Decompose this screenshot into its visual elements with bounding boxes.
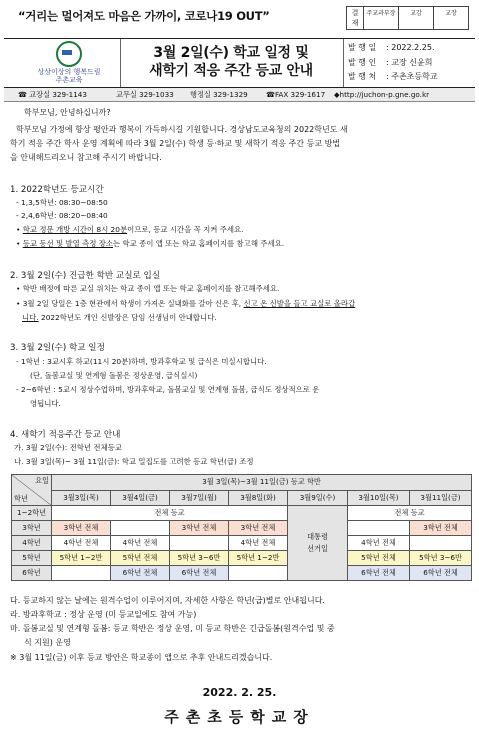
schedule-cell: 3학년 전체 [170,521,229,536]
all-attend-cell: 전체 등교 [52,506,288,521]
schedule-cell: 6학년 전체 [111,566,170,581]
schedule-cell [229,566,288,581]
table-corner [12,475,52,506]
schedule-cell: 4학년 전체 [111,536,170,551]
slogan: “거리는 멀어져도 마음은 가까이, 코로나19 OUT” [18,9,270,23]
approval-side-label: 결재 [347,7,364,30]
schedule-cell: 3학년 전체 [410,521,472,536]
approval-cell-2: 교감 [399,7,434,30]
approval-cell-1: 주교과부장 [364,7,399,30]
publication-meta [348,41,438,85]
intro-line-2: 학기 적응 주간 학사 운영 계획에 따라 3월 2일(수) 학생 등·하교 및 새학기 적응 주간 등교 방법 [10,139,341,148]
schedule-odd-grades: - 1,3,5학년: 08:30~08:50 [16,198,108,207]
section-4-title: 4. 새학기 적응주간 등교 안내 [10,430,121,440]
table-row [12,521,472,536]
date-range-header: 3월 3일(목)~3월 11일(금) 등교 학반 [52,475,472,491]
section-2-bullet-2: • 3월 2일 당일은 1층 현관에서 학생이 가져온 실내화를 갈아 신은 후, 신고 온 신발을 들고 교실로 올라갑 [16,299,356,308]
page-title [122,44,340,80]
grade-label: 6학년 [12,566,52,581]
corner-grade-label: 학년 [14,494,28,503]
attendance-schedule-table [11,474,472,581]
schedule-cell [410,536,472,551]
election-line-2: 선거일 [307,544,328,553]
section-1-bullet-1: • 학교 정문 개방 시간이 8시 20분이므로, 등교 시간을 꼭 지켜 주세요. [16,225,244,234]
title-line-1: 3월 2일(수) 학교 일정 및 [153,45,309,61]
day-header: 3월8일(화) [229,490,288,506]
table-row [12,566,472,581]
schedule-cell: 4학년 전체 [52,536,111,551]
schedule-cell: 4학년 전체 [348,536,410,551]
section-1-bullet-2: • 등교 동선 및 발열 측정 장소는 학교 종이 앱 또는 학교 홈페이지를 참고해 주세요. [16,239,285,248]
section-2-bullet-1: • 학반 배정에 따른 교실 위치는 학교 종이 앱 또는 학교 홈페이지를 참고해주세요. [16,284,280,293]
school-logo [14,41,124,84]
section-3-line-1: - 1학년 : 3교시후 하교(11시 20분)하며, 방과후학교 및 급식은 미실시합니다. [16,357,267,366]
schedule-cell [170,536,229,551]
schedule-cell [348,521,410,536]
greeting: 학부모님, 안녕하십니까? [24,108,111,117]
divider [120,39,121,87]
meta-issuer: 발 행 처 : 주촌초등학교 [348,72,438,81]
admin-office-phone: 행정실 329-1329 [190,90,248,99]
day-header: 3월7일(월) [170,490,229,506]
footnote-note: ※ 3월 11일(금) 이후 등교 방안은 학교종이 앱으로 추후 안내드리겠습니다. [10,653,273,662]
section-1-title: 1. 2022학년도 등교시간 [10,185,104,195]
meta-date: 발 행 일 : 2022.2.25. [348,43,435,52]
section-3-line-3: - 2~6학년 : 5교시 정상수업하며, 방과후학교, 돌봄교실 및 연계형 돌봄, 급식도 정상적으로 운 [16,385,320,394]
teachers-office-phone: 교무실 329-1033 [116,90,174,99]
grade-label: 4학년 [12,536,52,551]
day-header: 3월10일(목) [348,490,410,506]
section-3-line-4: 영됩니다. [30,399,61,408]
logo-slogan-line-2: 주촌교육 [55,75,83,84]
grade-label: 1~2학년 [12,506,52,521]
election-line-1: 대통령 [307,532,328,541]
schedule-cell: 5학년 3~6반 [410,551,472,566]
section-2-title: 2. 3월 2일(수) 진급한 학반 교실로 입실 [10,271,161,281]
schedule-cell: 6학년 전체 [170,566,229,581]
title-line-2: 새학기 적응 주간 등교 안내 [149,63,313,79]
all-attend-cell: 전체 등교 [348,506,472,521]
section-4-item-a: 가. 3월 2일(수): 전학년 전체등교 [14,443,122,452]
day-header: 3월3일(목) [52,490,111,506]
schedule-cell: 5학년 1~2반 [52,551,111,566]
schedule-cell [52,566,111,581]
principal-office-phone: ☎ 교장실 329-1143 [18,90,87,99]
schedule-cell: 5학년 전체 [348,551,410,566]
section-2-bullet-2-cont: 니다. 2022학년도 개인 신발장은 담임 선생님이 안내합니다. [22,313,217,322]
corner-day-label: 요일 [35,476,49,485]
schedule-cell: 3학년 전체 [52,521,111,536]
approval-cell-3: 교장 [434,7,469,30]
footnote-ma-1: 마. 돌봄교실 및 연계형 돌봄: 등교 학반은 정상 운영, 미 등교 학반은 긴급돌봄(원격수업 및 중 [10,624,335,633]
grade-label: 3학년 [12,521,52,536]
schedule-cell: 3학년 전체 [229,521,288,536]
grade-label: 5학년 [12,551,52,566]
section-3-title: 3. 3월 2일(수) 학교 일정 [10,343,105,353]
newsletter-header [4,38,475,88]
meta-publisher: 발 행 인 : 교장 신윤희 [348,57,433,67]
schedule-cell: 5학년 1~2반 [229,551,288,566]
divider [343,39,344,87]
schedule-cell: 4학년 전체 [229,536,288,551]
section-4-item-b: 나. 3월 3일(목)~ 3월 11일(금): 학교 밀집도를 고려한 등교 학년(급) 조정 [14,457,254,466]
day-header: 3월4일(금) [111,490,170,506]
intro-line-1: 학부모님 가정에 항상 평안과 행복이 가득하시길 기원합니다. 경상남도교육청의 2022학년도 새 [16,125,348,134]
issue-date: 2022. 2. 25. [202,686,277,699]
table-row [12,506,472,521]
logo-slogan-line-1: 상상이상의 행복드림 [37,68,101,76]
contact-bar [4,88,475,102]
logo-slogan [14,69,124,84]
schedule-cell [111,521,170,536]
schedule-even-grades: - 2,4,6학년: 08:20~08:40 [16,211,108,220]
schedule-cell: 6학년 전체 [348,566,410,581]
school-signature: 주촌초등학교장 [164,708,315,726]
schedule-cell: 5학년 전체 [111,551,170,566]
schedule-cell: 6학년 전체 [410,566,472,581]
schedule-cell: 5학년 3~6반 [170,551,229,566]
footnote-ra: 라. 방과후학교 : 정상 운영 (미 등교일에도 참여 가능) [10,610,197,619]
footnote-da: 다. 등교하지 않는 날에는 원격수업이 이루어지며, 자세한 사항은 학년(급)별로 안내됩니다. [10,596,325,605]
fax-number: ☎FAX 329-1617 [266,90,326,99]
approval-table [346,6,469,30]
table-row [12,551,472,566]
section-3-line-2: (단, 돌봄교실 및 연계형 돌봄은 정상운영, 급식실시) [30,371,198,380]
table-row [12,536,472,551]
footnote-ma-2: 식 지원) 운영 [24,638,71,647]
intro-line-3: 을 안내해드리오니 참고해 주시기 바랍니다. [10,153,162,162]
school-website-link[interactable]: ◆http://juchon-p.gne.go.kr [334,90,430,99]
day-header: 3월9일(수) [288,490,348,506]
school-emblem-icon [56,41,82,67]
election-day-cell [288,506,348,581]
day-header: 3월11일(금) [410,490,472,506]
